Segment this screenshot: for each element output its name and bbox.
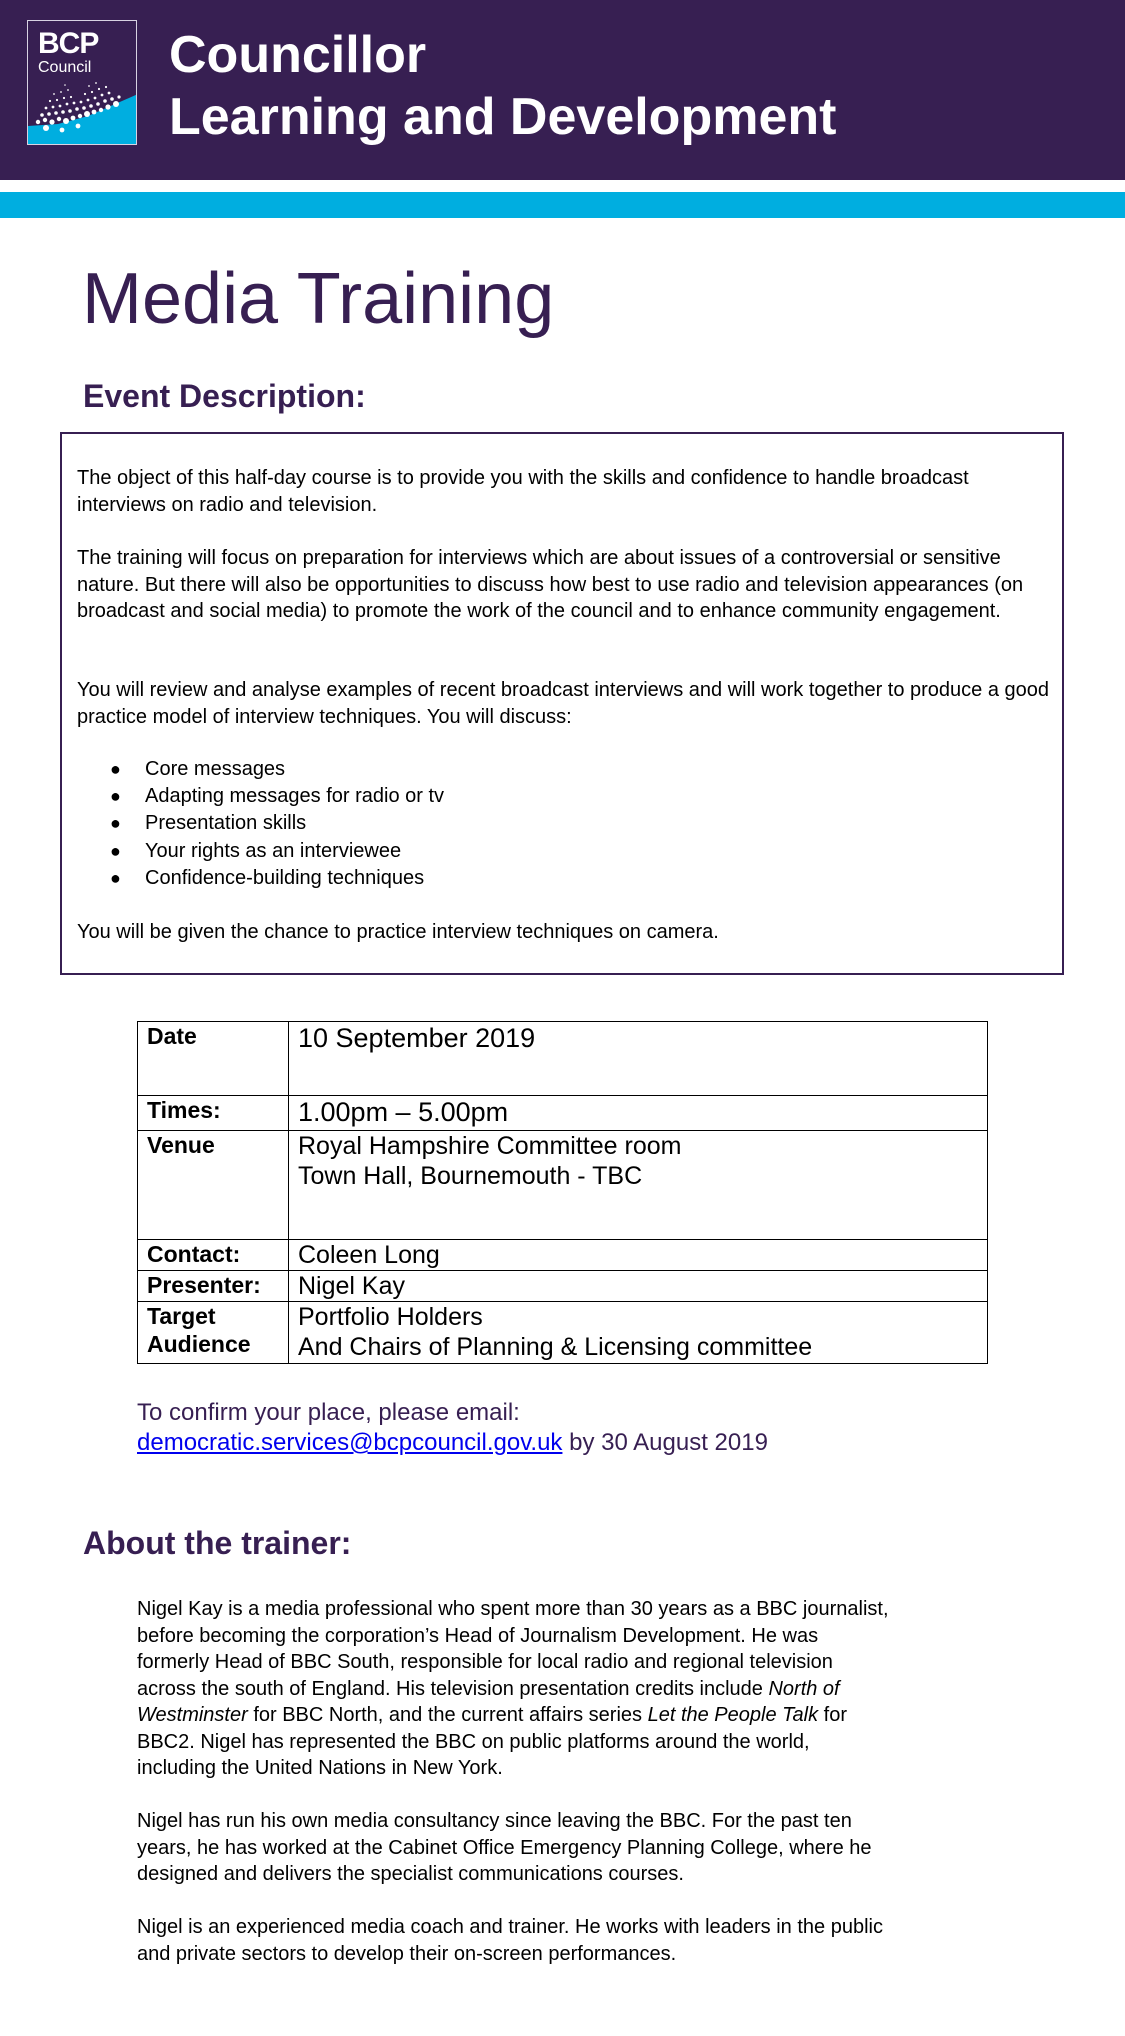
confirmation-instruction: To confirm your place, please email: xyxy=(137,1399,520,1426)
venue-value xyxy=(289,1131,988,1240)
contact-label: Contact: xyxy=(138,1240,289,1271)
programme-title: North of xyxy=(768,1677,840,1700)
contact-value: Coleen Long xyxy=(289,1240,988,1271)
table-row-times xyxy=(138,1096,988,1131)
bcp-council-logo xyxy=(27,20,137,145)
header-title-line1: Councillor xyxy=(169,26,427,84)
target-audience-value: Portfolio Holders And Chairs of Planning & Licensing committee xyxy=(289,1302,988,1364)
list-item: ● Core messages xyxy=(77,756,444,783)
page-title: Media Training xyxy=(82,259,555,339)
bullet-icon: ● xyxy=(110,759,121,779)
logo-wordmark-council: Council xyxy=(38,59,92,76)
header-banner xyxy=(0,0,1125,180)
event-description-box xyxy=(60,432,1064,975)
list-item: ● Presentation skills xyxy=(77,810,444,837)
programme-title: Westminster xyxy=(137,1704,248,1726)
description-paragraph: The training will focus on preparation for interviews which are about issues of a controversial or sensitive nature. But there will also be opportunities to discuss how best to use radio and television appearances (on broadcast and social media) to promote the work of the council and to enhance community engagement. xyxy=(77,547,1024,622)
trainer-bio-paragraph: Nigel has run his own media consultancy since leaving the BBC. For the past ten years, he has worked at the Cabinet Office Emergency Planning College, where he designed and delivers the specialist communications courses. xyxy=(137,1810,872,1885)
email-link[interactable]: democratic.services@bcpcouncil.gov.uk xyxy=(137,1429,563,1456)
venue-line: Town Hall, Bournemouth - TBC xyxy=(298,1162,643,1190)
programme-title: Let the People Talk xyxy=(647,1704,819,1726)
table-row-target-audience xyxy=(138,1302,988,1364)
trainer-bio-paragraph: Nigel is an experienced media coach and trainer. He works with leaders in the public and private sectors to develop their on-screen performances. xyxy=(137,1916,883,1965)
discussion-topics-list xyxy=(77,756,444,892)
bullet-icon: ● xyxy=(110,813,121,834)
list-item: ● Your rights as an interviewee xyxy=(77,838,444,865)
list-item: ● Adapting messages for radio or tv xyxy=(77,783,444,810)
date-label: Date xyxy=(138,1022,289,1096)
description-paragraph: The object of this half-day course is to provide you with the skills and confidence to handle broadcast interviews on radio and television. xyxy=(77,467,969,516)
venue-line: Royal Hampshire Committee room xyxy=(298,1132,682,1160)
header-title-line2: Learning and Development xyxy=(169,88,837,146)
logo-wordmark-bcp: BCP xyxy=(38,27,99,60)
event-details-table xyxy=(137,1021,988,1364)
accent-bar xyxy=(0,192,1125,218)
confirmation-email-line xyxy=(137,1428,768,1458)
event-description-heading: Event Description: xyxy=(83,378,366,414)
date-value: 10 September 2019 xyxy=(289,1022,988,1096)
bullet-icon: ● xyxy=(110,786,121,807)
confirmation-deadline: by 30 August 2019 xyxy=(562,1429,768,1456)
presenter-label: Presenter: xyxy=(138,1271,289,1302)
list-item: ● Confidence-building techniques xyxy=(77,865,444,892)
bullet-icon: ● xyxy=(110,867,121,888)
target-audience-label: Target Audience xyxy=(138,1302,289,1364)
description-closing: You will be given the chance to practice interview techniques on camera. xyxy=(77,921,719,943)
header-title xyxy=(169,24,836,148)
times-value: 1.00pm – 5.00pm xyxy=(289,1096,988,1131)
times-label: Times: xyxy=(138,1096,289,1131)
trainer-bio-paragraph: Nigel Kay is a media professional who spent more than 30 years as a BBC journalist, before becoming the corporation’s Head of Journalism Development. He was formerly Head of BBC South, responsible for local radio and regional television across the south of England. His television presentation credits include North of Westminster for BBC North, and the current affairs series Let the People Talk for BBC2. Nigel has represented the BBC on public platforms around the world, including the United Nations in New York. xyxy=(137,1598,889,1779)
table-row-contact xyxy=(138,1240,988,1271)
coastline-dots-icon xyxy=(28,74,137,144)
table-row-date xyxy=(138,1022,988,1096)
table-row-presenter xyxy=(138,1271,988,1302)
about-trainer-heading: About the trainer: xyxy=(83,1525,352,1561)
booking-confirmation xyxy=(137,1398,768,1458)
venue-label: Venue xyxy=(138,1131,289,1240)
presenter-value: Nigel Kay xyxy=(289,1271,988,1302)
table-row-venue xyxy=(138,1131,988,1240)
bullet-icon: ● xyxy=(110,840,121,861)
description-paragraph: You will review and analyse examples of recent broadcast interviews and will work together to produce a good practice model of interview techniques. You will discuss: xyxy=(77,679,1050,728)
